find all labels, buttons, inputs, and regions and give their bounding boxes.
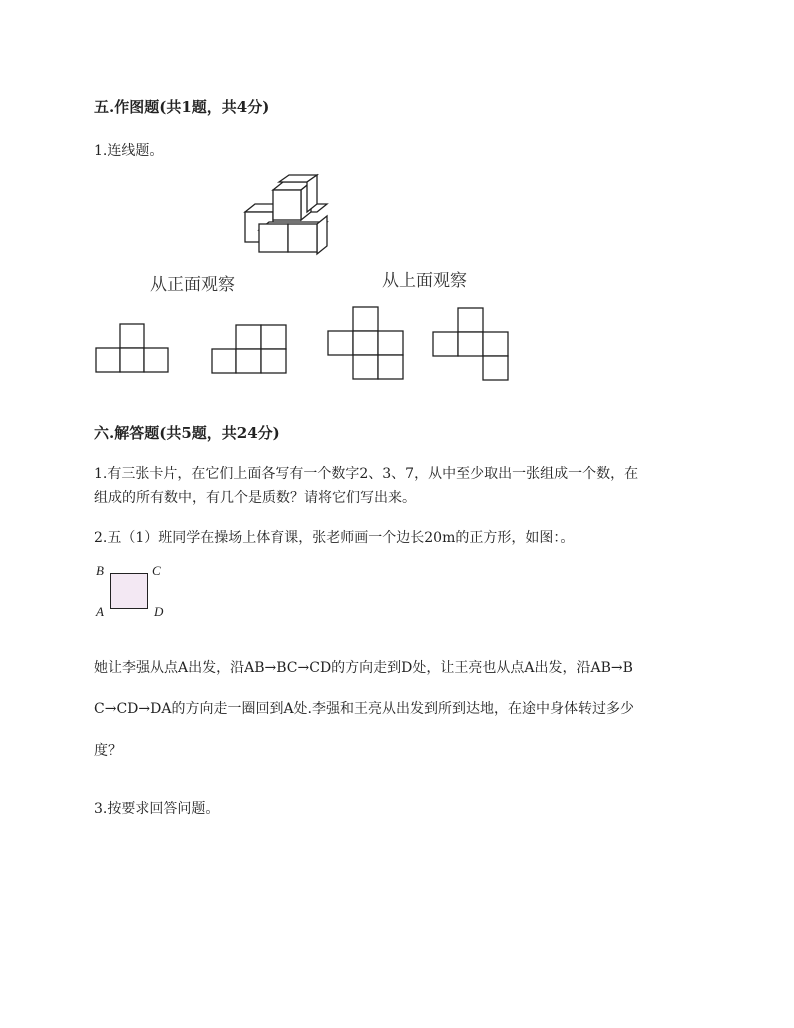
caption-front-view: 从正面观察 (150, 275, 235, 295)
question-6-2-intro: 2.五（1）班同学在操场上体育课，张老师画一个边长20m的正方形，如图：。 (94, 530, 575, 546)
square-label-c: C (152, 563, 161, 578)
cube-stack-figure (240, 172, 340, 252)
view-shape-1 (96, 323, 168, 373)
view-shape-4 (433, 308, 509, 384)
view-shape-3 (328, 307, 404, 383)
caption-top-view: 从上面观察 (382, 271, 467, 291)
view-shape-2 (212, 325, 286, 375)
square-figure (110, 573, 148, 609)
question-6-1-line-1: 1.有三张卡片，在它们上面各写有一个数字2、3、7，从中至少取出一张组成一个数，在 (94, 466, 639, 482)
section-6-heading: 六.解答题(共5题，共24分) (94, 424, 280, 442)
question-6-2-line-3: 度？ (94, 743, 122, 759)
question-6-2-line-1: 她让李强从点A出发，沿AB→BC→CD的方向走到D处，让王亮也从点A出发，沿AB→B (94, 660, 633, 676)
square-label-a: A (96, 604, 104, 619)
question-6-1-line-2: 组成的所有数中，有几个是质数？请将它们写出来。 (94, 490, 416, 506)
section-5-heading: 五.作图题(共1题，共4分) (94, 98, 270, 116)
square-label-d: D (154, 604, 164, 619)
question-6-3: 3.按要求回答问题。 (94, 801, 220, 817)
question-5-1: 1.连线题。 (94, 143, 164, 159)
square-label-b: B (96, 563, 104, 578)
question-6-2-line-2: C→CD→DA的方向走一圈回到A处.李强和王亮从出发到所到达地，在途中身体转过多少 (94, 701, 635, 717)
